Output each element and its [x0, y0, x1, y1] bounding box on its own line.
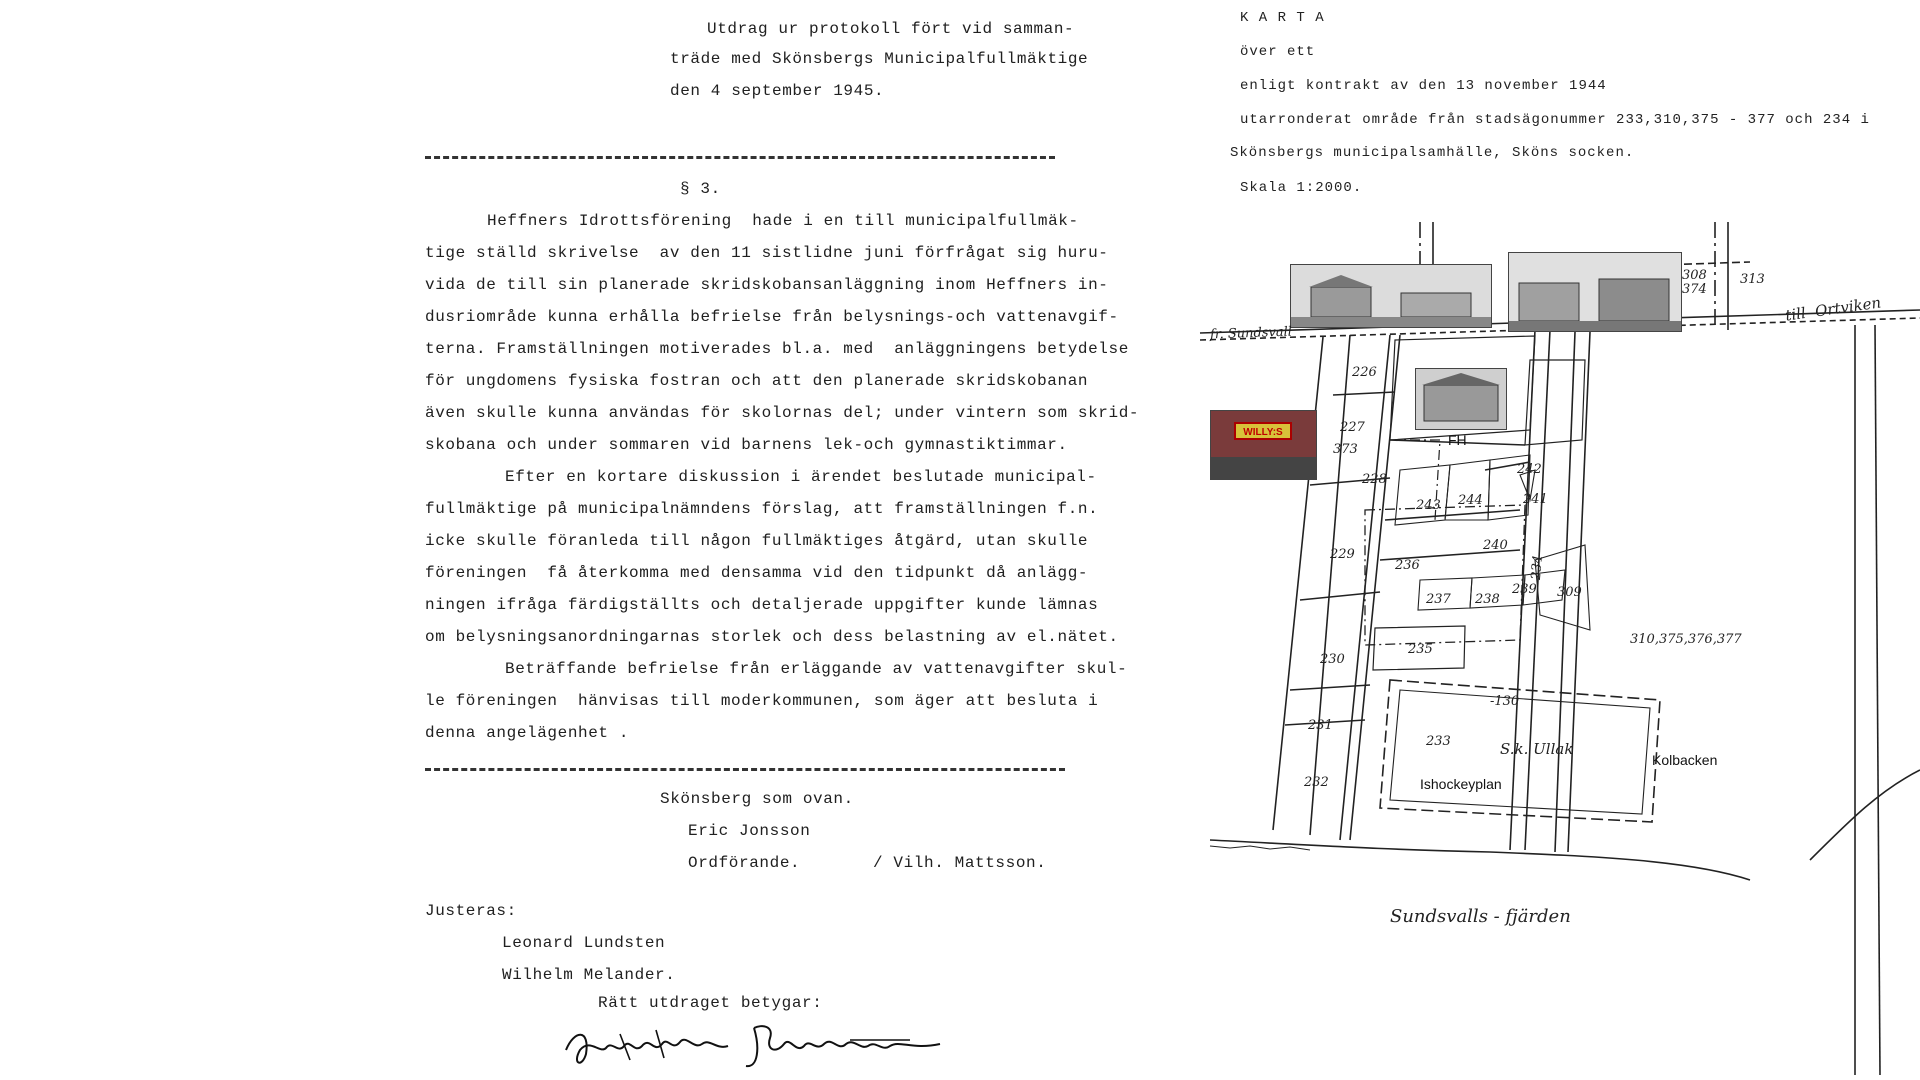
parcel-313: 313	[1740, 272, 1765, 287]
paragraph-line: terna. Framställningen motiverades bl.a. med anläggningens betydelse	[425, 340, 1129, 358]
paragraph-line: le föreningen hänvisas till moderkommunen, som äger att besluta i	[425, 692, 1099, 710]
parcel-237: 237	[1426, 592, 1451, 607]
photo-fh-building	[1415, 368, 1507, 430]
ishockey-label: Ishockeyplan	[1420, 776, 1502, 792]
parcel-235: 235	[1408, 642, 1433, 657]
paragraph-line: denna angelägenhet .	[425, 724, 630, 742]
paragraph-line: fullmäktige på municipalnämndens förslag, att framställningen f.n.	[425, 500, 1099, 518]
closing-secretary: / Vilh. Mattsson.	[873, 854, 1047, 872]
parcel-234: 234	[1528, 554, 1546, 581]
paragraph-line: tige ställd skrivelse av den 11 sistlidne juni förfrågat sig huru-	[425, 244, 1109, 262]
paragraph-line: dusriområde kunna erhålla befrielse från belysnings-och vattenavgif-	[425, 308, 1119, 326]
signature-1	[560, 1020, 735, 1075]
photo-buildings-left	[1290, 264, 1492, 328]
parcel-244: 244	[1458, 493, 1483, 508]
photo-willys-store	[1210, 410, 1317, 480]
parcel-228: 228	[1362, 472, 1387, 487]
closing-place: Skönsberg som ovan.	[660, 790, 854, 808]
parcel-list-label: 310,375,376,377	[1630, 632, 1742, 647]
photo-buildings-right	[1508, 252, 1682, 332]
map-line-5: Skala 1:2000.	[1240, 180, 1363, 196]
paragraph-line: icke skulle föranleda till någon fullmäktiges åtgärd, utan skulle	[425, 532, 1089, 550]
parcel-233: 233	[1426, 734, 1451, 749]
protocol-header-line-1: Utdrag ur protokoll fört vid samman-	[707, 20, 1075, 38]
separator-top	[425, 156, 1055, 159]
justerare-1: Leonard Lundsten	[502, 934, 666, 952]
paragraph-line: om belysningsanordningarnas storlek och dess belastning av el.nätet.	[425, 628, 1119, 646]
protocol-header-line-2: träde med Skönsbergs Municipalfullmäktige	[670, 50, 1089, 68]
fjarden-label: Sundsvalls - fjärden	[1390, 906, 1571, 927]
closing-chairman-name: Eric Jonsson	[688, 822, 811, 840]
justeras-label: Justeras:	[425, 902, 517, 920]
paragraph-line: ningen ifråga färdigställts och detaljerade uppgifter kunde lämnas	[425, 596, 1099, 614]
parcel-308: 308	[1682, 268, 1707, 283]
paragraph-line: även skulle kunna användas för skolornas del; under vintern som skrid-	[425, 404, 1140, 422]
kolbacken-label: Kolbacken	[1652, 752, 1718, 768]
map-line-3: utarronderat område från stadsägonummer 233,310,375 - 377 och 234 i	[1240, 112, 1870, 128]
paragraph-line: föreningen få återkomma med densamma vid den tidpunkt då anlägg-	[425, 564, 1089, 582]
parcel-240: 240	[1483, 538, 1508, 553]
map-line-1: över ett	[1240, 44, 1316, 60]
fh-label: FH	[1448, 432, 1467, 448]
map-line-2: enligt kontrakt av den 13 november 1944	[1240, 78, 1607, 94]
road-label-right: till Ortviken	[1784, 293, 1883, 325]
parcel-238: 238	[1475, 592, 1500, 607]
parcel-309: 309	[1557, 585, 1582, 600]
signature-2	[740, 1018, 950, 1078]
protocol-header-line-3: den 4 september 1945.	[670, 82, 885, 100]
parcel-230: 230	[1320, 652, 1345, 667]
distance-130: -130	[1490, 694, 1520, 709]
paragraph-line: för ungdomens fysiska fostran och att den planerade skridskobanan	[425, 372, 1089, 390]
store-sign: WILLY:S	[1243, 427, 1283, 438]
parcel-373: 373	[1333, 442, 1358, 457]
parcel-236: 236	[1395, 558, 1420, 573]
parcel-242: 242	[1517, 462, 1542, 477]
paragraph-line: Heffners Idrottsförening hade i en till municipalfullmäk-	[487, 212, 1079, 230]
uttak-label: S.k. Ullak	[1500, 740, 1574, 758]
closing-chairman-title: Ordförande.	[688, 854, 801, 872]
attest-line: Rätt utdraget betygar:	[598, 994, 823, 1012]
parcel-243: 243	[1416, 498, 1441, 513]
parcel-227: 227	[1340, 420, 1365, 435]
road-label-left: fr. Sundsvall	[1209, 324, 1293, 343]
paragraph-line: Beträffande befrielse från erläggande av vattenavgifter skul-	[505, 660, 1128, 678]
parcel-226: 226	[1352, 365, 1377, 380]
parcel-229: 229	[1330, 547, 1355, 562]
map-line-4: Skönsbergs municipalsamhälle, Sköns socken.	[1230, 145, 1635, 161]
paragraph-line: Efter en kortare diskussion i ärendet beslutade municipal-	[505, 468, 1097, 486]
map-title: K A R T A	[1240, 10, 1325, 26]
section-number: § 3.	[680, 180, 721, 198]
karta-map	[1190, 0, 1920, 1080]
parcel-241: 241	[1523, 492, 1548, 507]
parcel-232: 232	[1304, 775, 1329, 790]
parcel-231: 231	[1308, 718, 1333, 733]
paragraph-line: vida de till sin planerade skridskobansanläggning inom Heffners in-	[425, 276, 1109, 294]
separator-bottom	[425, 768, 1065, 771]
parcel-239: 239	[1512, 582, 1537, 597]
parcel-374: 374	[1682, 282, 1707, 297]
paragraph-line: skobana och under sommaren vid barnens lek-och gymnastiktimmar.	[425, 436, 1068, 454]
justerare-2: Wilhelm Melander.	[502, 966, 676, 984]
